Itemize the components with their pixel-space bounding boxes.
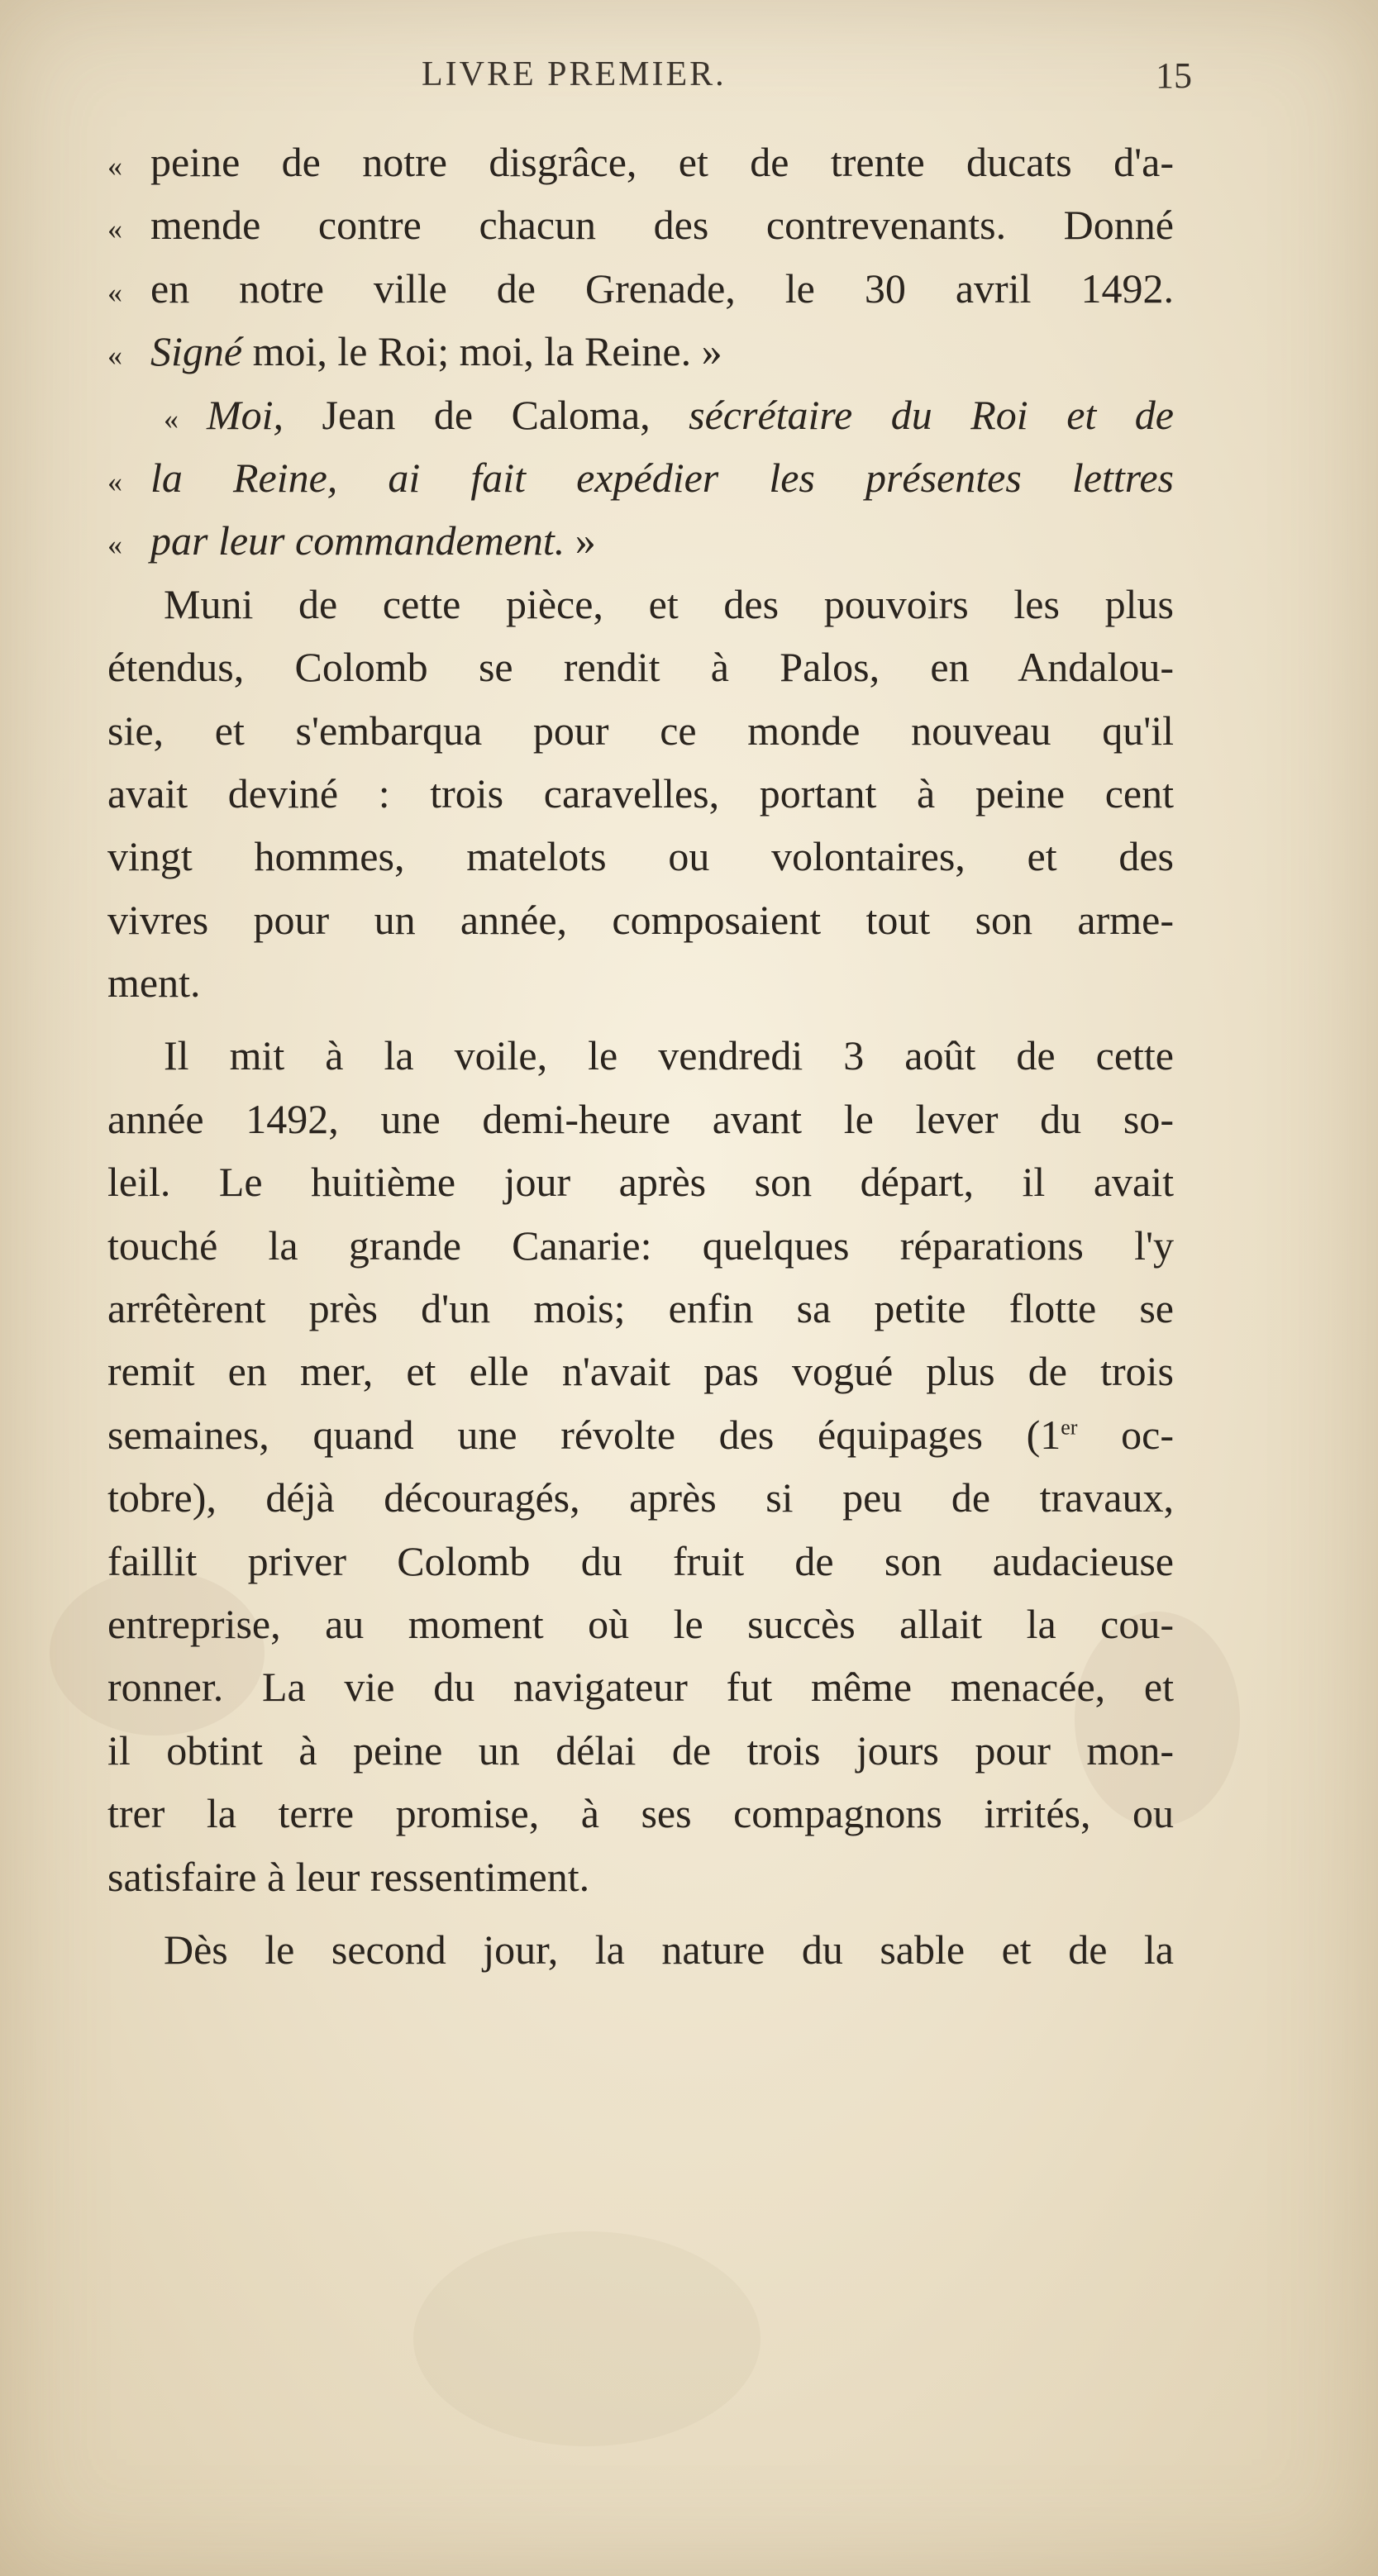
text-line: « en notre ville de Grenade, le 30 avril 1492. [107,257,1174,320]
text-line: Il mit à la voile, le vendredi 3 août de cette [164,1032,1174,1079]
text-line: sie, et s'embarqua pour ce monde nouveau qu'il [107,707,1174,754]
text-line: touché la grande Canarie: quelques réparations l'y [107,1221,1174,1269]
text-line: vivres pour un année, composaient tout son arme- [107,896,1174,943]
quote-mark: « [164,402,179,436]
text-line: ronner. La vie du navigateur fut même menacée, et [107,1664,1174,1711]
body-text [107,131,1174,1981]
text-line: avait deviné : trois caravelles, portant à peine cent [107,769,1174,817]
text-line: « peine de notre disgrâce, et de trente ducats d'a- [107,131,1174,193]
text-line: il obtint à peine un délai de trois jours pour mon- [107,1726,1174,1774]
paper-stain [413,2231,761,2446]
text-line: vingt hommes, matelots ou volontaires, et des [107,833,1174,880]
text-line: satisfaire à leur ressentiment. [107,1853,590,1900]
text-line: « mende contre chacun des contrevenants. Donné [107,193,1174,256]
paragraph-gap [107,1908,1174,1918]
page-header [107,55,1192,104]
text-line: entreprise, au moment où le succès allait la cou- [107,1600,1174,1647]
text-line: Dès le second jour, la nature du sable et de la [164,1926,1174,1973]
text-line: trer la terre promise, à ses compagnons irrités, ou [107,1790,1174,1837]
text-line: étendus, Colomb se rendit à Palos, en Andalou- [107,644,1174,691]
text-line: leil. Le huitième jour après son départ, il avait [107,1159,1174,1206]
quote-mark: « [107,212,122,246]
text-line: « Moi, Jean de Caloma, sécrétaire du Roi et de [107,383,1174,446]
text-line: faillit priver Colomb du fruit de son audacieuse [107,1537,1174,1584]
text-line: ment. [107,959,201,1007]
text-line: « Signé moi, le Roi; moi, la Reine. » [107,320,1174,383]
quote-mark: « [107,339,122,373]
text-line: année 1492, une demi-heure avant le lever du so- [107,1095,1174,1142]
text-line: remit en mer, et elle n'avait pas vogué plus de trois [107,1348,1174,1395]
text-line: arrêtèrent près d'un mois; enfin sa petite flotte se [107,1285,1174,1332]
text-line: semaines, quand une révolte des équipages (1er oc- [107,1411,1174,1458]
running-title: LIVRE PREMIER. [422,55,727,93]
text-line: « par leur commandement. » [107,509,1174,572]
quote-mark: « [107,275,122,309]
quote-mark: « [107,150,122,183]
text-line: tobre), déjà découragés, après si peu de travaux, [107,1474,1174,1521]
paragraph-gap [107,1014,1174,1024]
page-number: 15 [1156,55,1192,96]
quote-mark: « [107,464,122,498]
quote-mark: « [107,528,122,562]
text-line: « la Reine, ai fait expédier les présentes lettres [107,446,1174,509]
text-line: Muni de cette pièce, et des pouvoirs les plus [164,580,1174,627]
